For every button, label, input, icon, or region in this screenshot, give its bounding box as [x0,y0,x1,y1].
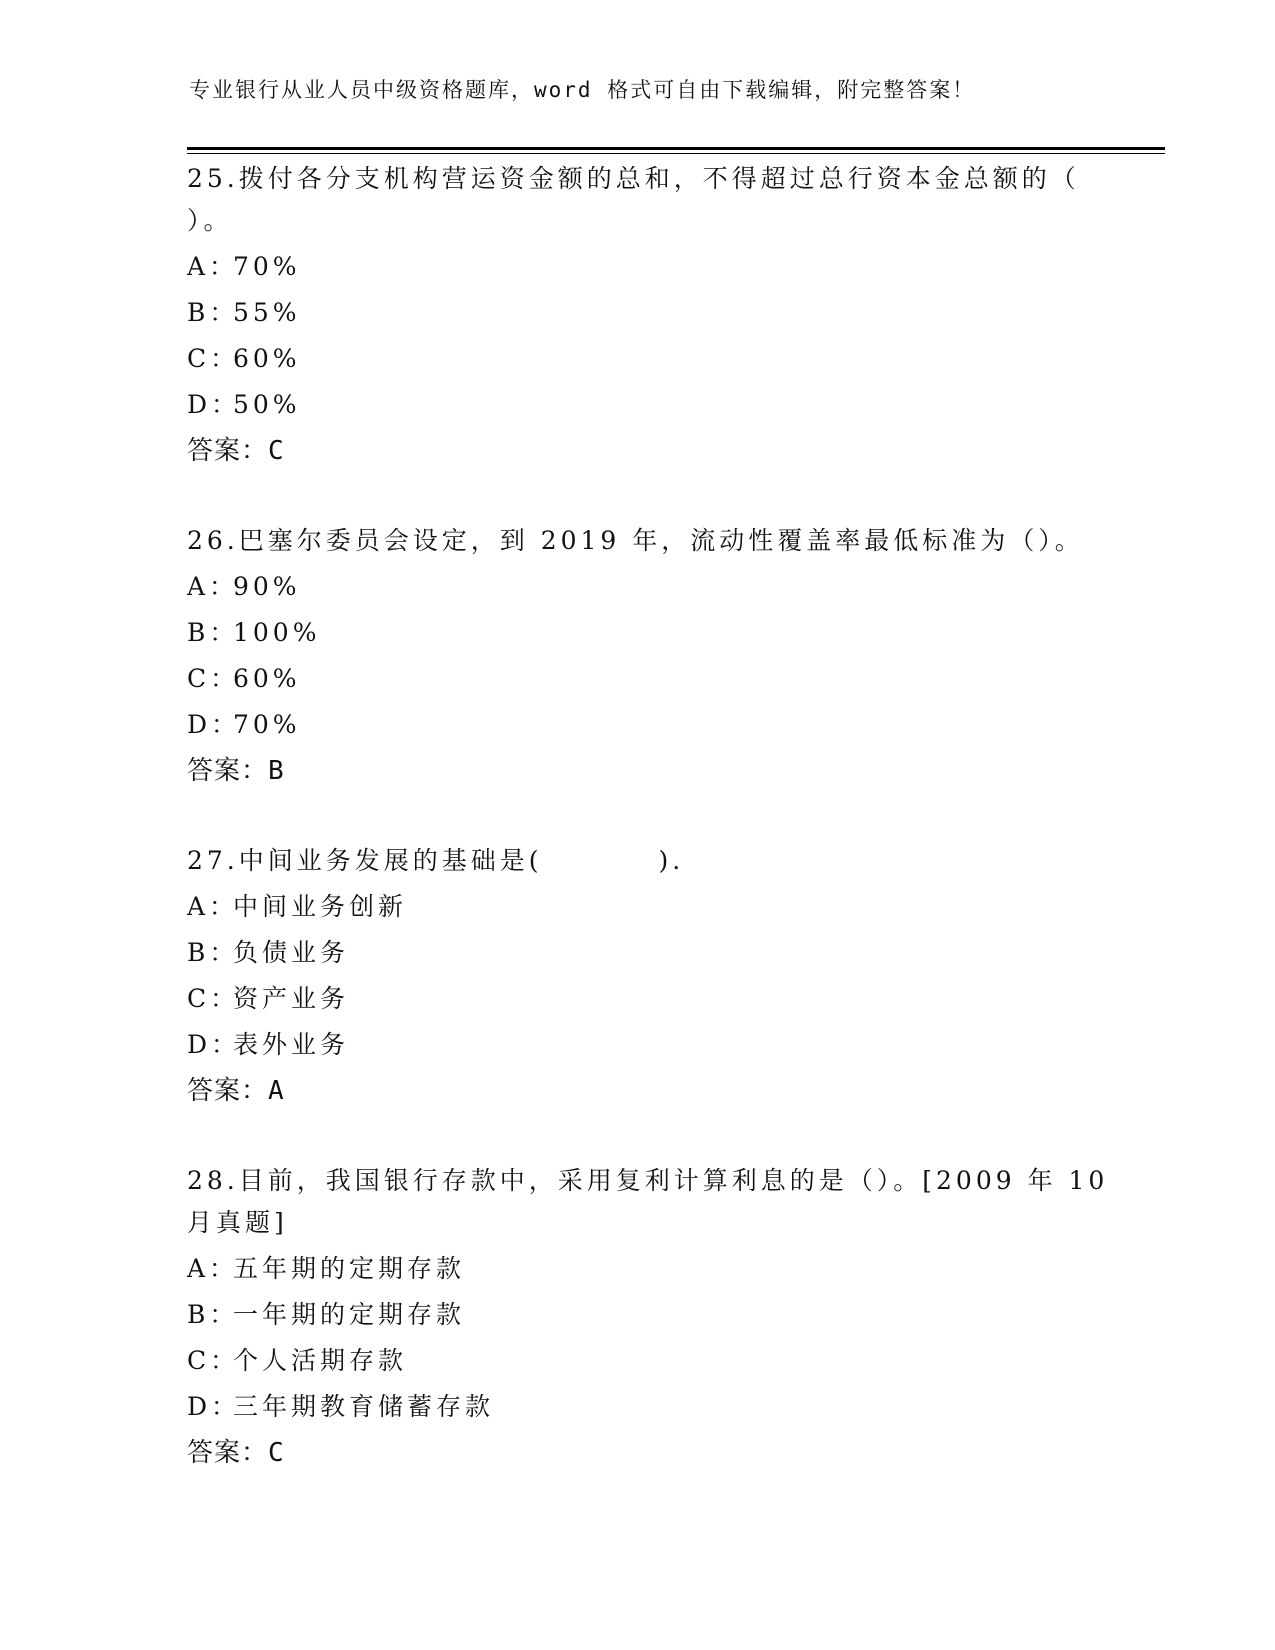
option-text: 100% [233,618,321,647]
option-letter: D： [187,390,241,419]
option-a [187,244,1087,290]
option-text: 五年期的定期存款 [233,1254,466,1283]
option-text: 90% [233,572,301,601]
question-list [187,158,1109,1522]
option-text: 60% [233,344,301,373]
option-a [187,884,1087,930]
question-stem [187,158,1087,242]
option-text: 一年期的定期存款 [233,1300,466,1329]
question-stem-line: ）。 [187,206,233,235]
question-26 [187,520,1087,794]
question-stem [187,1160,1109,1244]
option-text: 70% [233,710,301,739]
answer-line: 答案：C [187,436,285,466]
answer-line: 答案：A [187,1076,285,1106]
option-letter: A： [187,1254,239,1283]
option-b [187,1292,1087,1338]
option-b [187,930,1087,976]
option-letter: D： [187,710,241,739]
option-letter: B： [187,1300,239,1329]
question-stem-line: 25.拨付各分支机构营运资金额的总和，不得超过总行资本金总额的（ [187,164,1080,193]
answer-line: 答案：C [187,1438,285,1468]
header-rule-thick [187,147,1165,150]
question-stem-line: 28.目前，我国银行存款中，采用复利计算利息的是（）。[2009 年 10 [187,1166,1109,1195]
option-letter: D： [187,1392,241,1421]
question-25 [187,158,1087,474]
question-stem-line: 月真题] [187,1208,288,1237]
option-text: 负债业务 [233,938,350,967]
option-c [187,656,1087,702]
question-stem [187,840,1087,882]
option-c [187,1338,1087,1384]
option-letter: C： [187,344,240,373]
option-text: 70% [233,252,301,281]
option-b [187,610,1087,656]
option-text: 三年期教育储蓄存款 [233,1392,495,1421]
question-28 [187,1160,1109,1476]
option-letter: D： [187,1030,241,1059]
option-text: 资产业务 [233,984,350,1013]
option-text: 60% [233,664,301,693]
option-text: 55% [233,298,301,327]
option-letter: A： [187,892,239,921]
option-a [187,564,1087,610]
option-b [187,290,1087,336]
option-d [187,1022,1087,1068]
question-stem-line: 26.巴塞尔委员会设定，到 2019 年，流动性覆盖率最低标准为（）。 [187,526,1084,555]
option-d [187,382,1087,428]
option-letter: B： [187,298,239,327]
option-letter: B： [187,938,239,967]
option-letter: B： [187,618,239,647]
option-a [187,1246,1087,1292]
question-stem [187,520,1087,562]
header-rule-thin [187,153,1165,154]
option-text: 表外业务 [233,1030,350,1059]
option-letter: C： [187,1346,240,1375]
question-27 [187,840,1087,1114]
page-header: 专业银行从业人员中级资格题库，word 格式可自由下载编辑，附完整答案！ [189,78,976,102]
option-text: 个人活期存款 [233,1346,408,1375]
question-stem-line: 27.中间业务发展的基础是( ). [187,846,685,875]
option-letter: C： [187,984,240,1013]
option-letter: A： [187,572,239,601]
option-d [187,702,1087,748]
option-c [187,976,1087,1022]
option-text: 中间业务创新 [233,892,408,921]
option-text: 50% [233,390,301,419]
option-d [187,1384,1087,1430]
option-letter: C： [187,664,240,693]
option-c [187,336,1087,382]
answer-line: 答案：B [187,756,285,786]
option-letter: A： [187,252,239,281]
